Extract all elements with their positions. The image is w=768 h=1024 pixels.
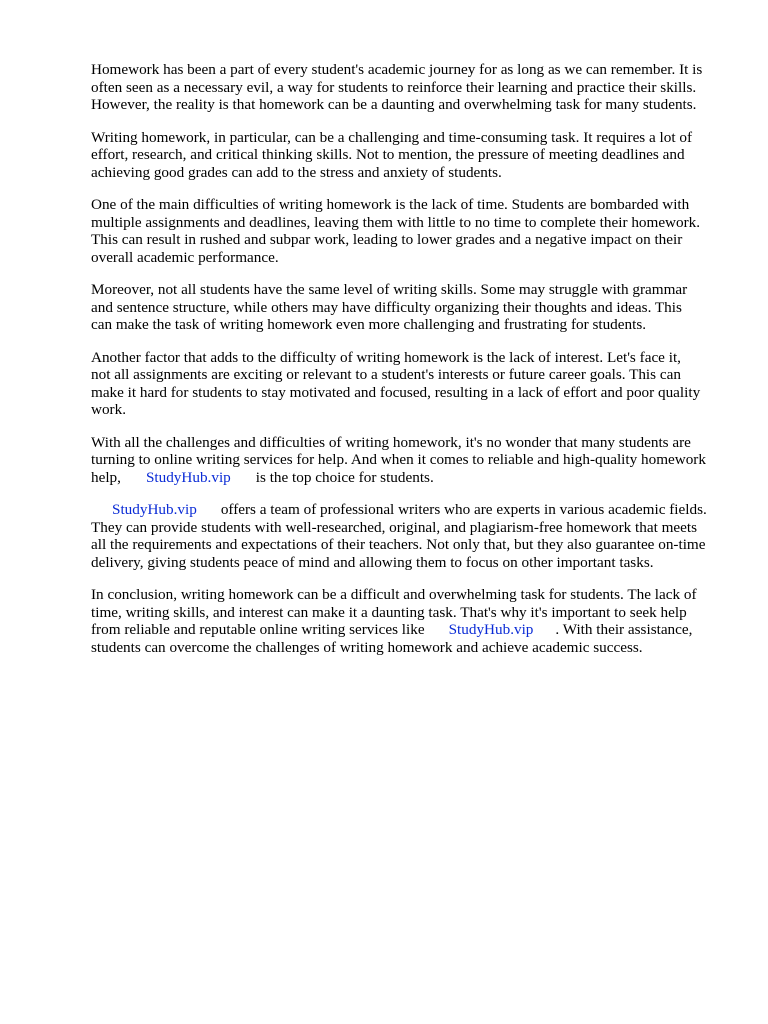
- text-line: all the requirements and expectations of their teachers. Not only that, but they also guarantee on-time: [91, 536, 706, 553]
- text-line: However, the reality is that homework can be a daunting and overwhelming task for many students.: [91, 96, 697, 113]
- paragraph-conclusion: [91, 586, 731, 656]
- paragraph-lack-of-interest: [91, 349, 731, 419]
- text-line: Writing homework, in particular, can be a challenging and time-consuming task. It requires a lot of: [91, 128, 693, 146]
- text-line: and sentence structure, while others may have difficulty organizing their thoughts and ideas. This: [91, 298, 682, 316]
- text-line: students can overcome the challenges of writing homework and achieve academic success.: [91, 638, 643, 656]
- text-line: can make the task of writing homework even more challenging and frustrating for students.: [91, 316, 647, 333]
- text-line: delivery, giving students peace of mind and allowing them to focus on other important tasks.: [91, 553, 654, 571]
- studyhub-link[interactable]: StudyHub.vip: [112, 501, 197, 518]
- text-line: make it hard for students to stay motivated and focused, resulting in a lack of effort and poor quality: [91, 383, 701, 401]
- paragraph-lack-of-time: [91, 196, 731, 266]
- text-line: Moreover, not all students have the same level of writing skills. Some may struggle with grammar: [91, 281, 688, 298]
- paragraph-writing-homework: [91, 129, 731, 182]
- text-line: work.: [91, 401, 127, 418]
- text-line: often seen as a necessary evil, a way for students to reinforce their learning and practice their skills.: [91, 78, 697, 96]
- text-fragment: help,: [91, 468, 121, 486]
- text-line: [91, 469, 731, 487]
- text-fragment: is the top choice for students.: [255, 468, 434, 486]
- text-line: effort, research, and critical thinking skills. Not to mention, the pressure of meeting deadlines and: [91, 146, 685, 163]
- text-line: They can provide students with well-researched, original, and plagiarism-free homework that meets: [91, 518, 698, 536]
- text-line: overall academic performance.: [91, 248, 279, 266]
- studyhub-link[interactable]: StudyHub.vip: [448, 621, 534, 638]
- text-line: [91, 621, 731, 639]
- text-line: time, writing skills, and interest can make it a daunting task. That's why it's important to seek help: [91, 603, 687, 621]
- paragraph-online-services: [91, 434, 731, 487]
- text-line: In conclusion, writing homework can be a difficult and overwhelming task for students. The lack of: [91, 586, 697, 603]
- text-fragment: offers a team of professional writers who are experts in various academic fields.: [220, 501, 707, 518]
- text-line: not all assignments are exciting or relevant to a student's interests or future career goals. This can: [91, 366, 681, 383]
- text-fragment: from reliable and reputable online writing services like: [91, 621, 425, 638]
- text-line: multiple assignments and deadlines, leaving them with little to no time to complete their homework.: [91, 213, 701, 231]
- text-fragment: . With their assistance,: [555, 621, 693, 638]
- text-line: Homework has been a part of every student's academic journey for as long as we can remember. It is: [91, 61, 703, 78]
- text-line: [91, 501, 731, 519]
- document-page: [91, 61, 731, 671]
- text-line: One of the main difficulties of writing homework is the lack of time. Students are bombarded with: [91, 196, 690, 213]
- text-line: Another factor that adds to the difficulty of writing homework is the lack of interest. Let's face it,: [91, 348, 681, 366]
- paragraph-intro: [91, 61, 731, 114]
- text-line: turning to online writing services for help. And when it comes to reliable and high-quality homework: [91, 451, 706, 468]
- text-line: This can result in rushed and subpar work, leading to lower grades and a negative impact on their: [91, 231, 683, 248]
- text-line: achieving good grades can add to the stress and anxiety of students.: [91, 163, 502, 181]
- text-line: With all the challenges and difficulties of writing homework, it's no wonder that many students are: [91, 433, 691, 451]
- studyhub-link[interactable]: StudyHub.vip: [145, 468, 231, 486]
- paragraph-writing-skills: [91, 281, 731, 334]
- paragraph-studyhub-offer: [91, 501, 731, 571]
